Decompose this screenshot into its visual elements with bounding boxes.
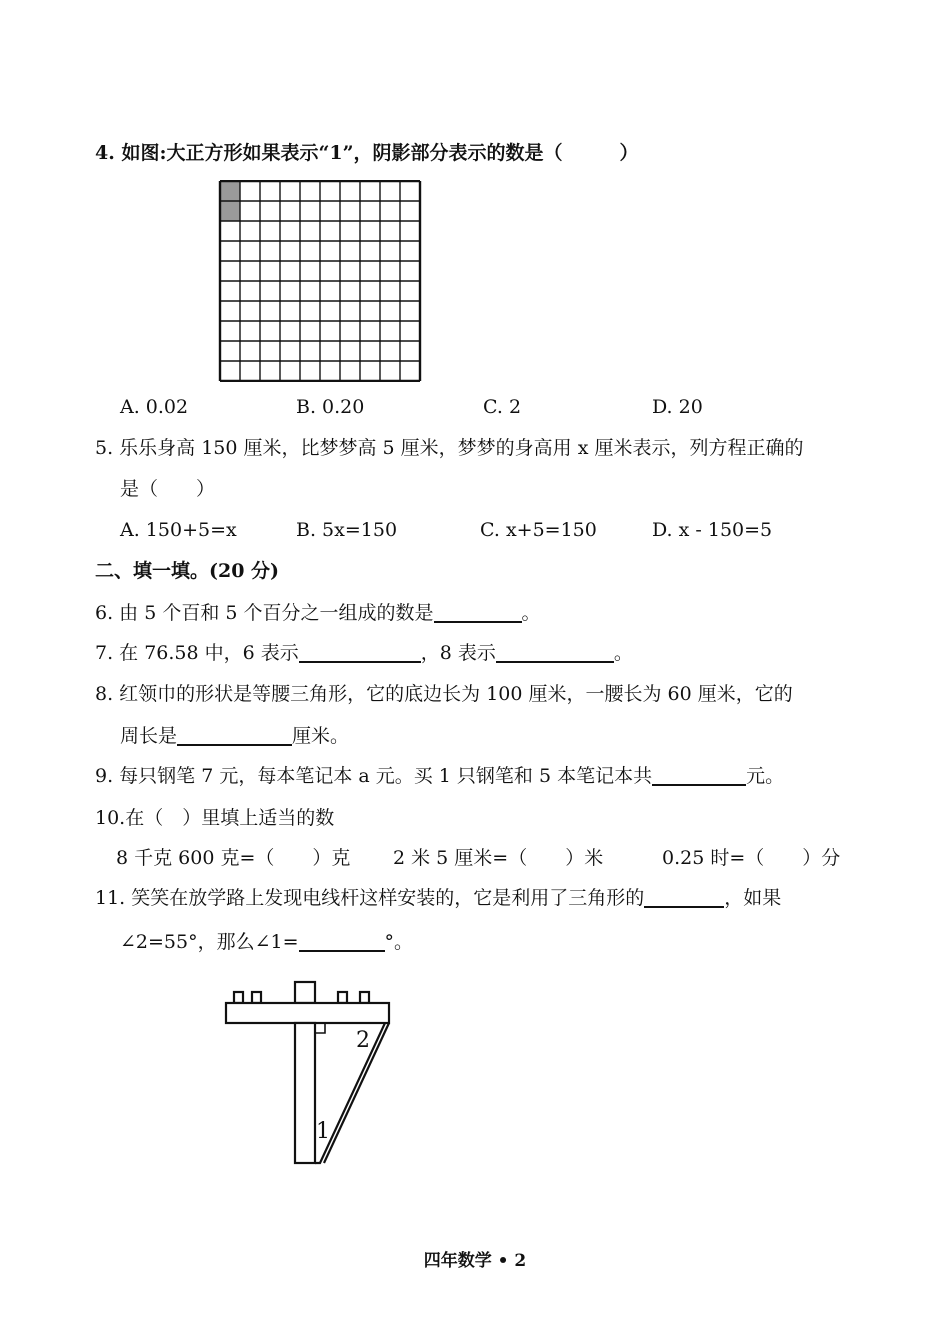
q7-answer-blank-2[interactable] [496, 641, 614, 663]
q8-line2-pre: 周长是 [120, 725, 178, 747]
q9-text: 9. 每只钢笔 7 元，每本笔记本 a 元。买 1 只钢笔和 5 本笔记本共 [95, 765, 653, 787]
q10-item-3[interactable]: 0.25 时=（ ）分 [662, 847, 841, 869]
q8-answer-blank[interactable] [177, 724, 292, 746]
q8-line1: 8. 红领巾的形状是等腰三角形，它的底边长为 100 厘米，一腰长为 60 厘米，它的 [95, 683, 793, 705]
q4-option-b[interactable]: B. 0.20 [296, 396, 365, 418]
q6-answer-blank[interactable] [434, 601, 522, 623]
page-footer: 四年数学 • 2 [423, 1251, 527, 1271]
q9-end: 元。 [746, 765, 785, 787]
utility-pole-figure [220, 980, 400, 1170]
q11-answer-blank-2[interactable] [299, 930, 385, 952]
pole [295, 1023, 315, 1163]
q11-line1-pre: 11. 笑笑在放学路上发现电线杆这样安装的，它是利用了三角形的 [95, 887, 645, 909]
q6-line [95, 601, 541, 625]
q10-item-1[interactable]: 8 千克 600 克=（ ）克 [116, 847, 351, 869]
q11-answer-blank-1[interactable] [644, 886, 724, 908]
q7-answer-blank-1[interactable] [299, 641, 421, 663]
q4-stem: 4. 如图:大正方形如果表示“1”，阴影部分表示的数是（ ） [95, 142, 639, 164]
q9-line [95, 764, 784, 788]
q5-option-c[interactable]: C. x+5=150 [480, 519, 597, 541]
q8-line2 [120, 724, 349, 748]
q11-line2 [120, 930, 413, 954]
q5-option-a[interactable]: A. 150+5=x [120, 519, 237, 541]
q7-text2: ，8 表示 [420, 642, 496, 664]
q6-end: 。 [521, 602, 541, 624]
shaded-cell [220, 181, 240, 201]
q10-item-2[interactable]: 2 米 5 厘米=（ ）米 [393, 847, 604, 869]
q6-text: 6. 由 5 个百和 5 个百分之一组成的数是 [95, 602, 434, 624]
q11-line1 [95, 886, 781, 910]
q5-option-d[interactable]: D. x - 150=5 [652, 519, 773, 541]
q7-line [95, 641, 633, 665]
insulator-left-2 [252, 992, 261, 1003]
insulator-left-1 [234, 992, 243, 1003]
angle-label-2: 2 [356, 1028, 370, 1053]
q10-stem: 10.在（ ）里填上适当的数 [95, 807, 335, 829]
q7-end: 。 [613, 642, 633, 664]
q8-line2-post: 厘米。 [292, 725, 350, 747]
insulator-right-2 [360, 992, 369, 1003]
crossarm [226, 1003, 389, 1023]
q4-option-a[interactable]: A. 0.02 [120, 396, 189, 418]
insulator-right-1 [338, 992, 347, 1003]
section2-title: 二、填一填。(20 分) [95, 560, 280, 582]
q4-option-c[interactable]: C. 2 [483, 396, 522, 418]
shaded-cell [220, 201, 240, 221]
q5-stem-line2: 是（ ） [120, 478, 216, 500]
q7-text1: 7. 在 76.58 中，6 表示 [95, 642, 299, 664]
q11-line2-pre: ∠2=55°，那么∠1= [120, 931, 299, 953]
q11-line2-post: °。 [384, 931, 414, 953]
q9-answer-blank[interactable] [652, 764, 746, 786]
q5-stem-line1: 5. 乐乐身高 150 厘米，比梦梦高 5 厘米，梦梦的身高用 x 厘米表示，列方程正确的 [95, 437, 804, 459]
right-angle-marker [315, 1023, 325, 1033]
pole-cap [295, 982, 315, 1003]
q11-line1-post: ，如果 [724, 887, 782, 909]
hundred-square-grid [218, 180, 424, 382]
q4-option-d[interactable]: D. 20 [652, 396, 703, 418]
angle-label-1: 1 [316, 1119, 330, 1144]
q5-option-b[interactable]: B. 5x=150 [296, 519, 398, 541]
